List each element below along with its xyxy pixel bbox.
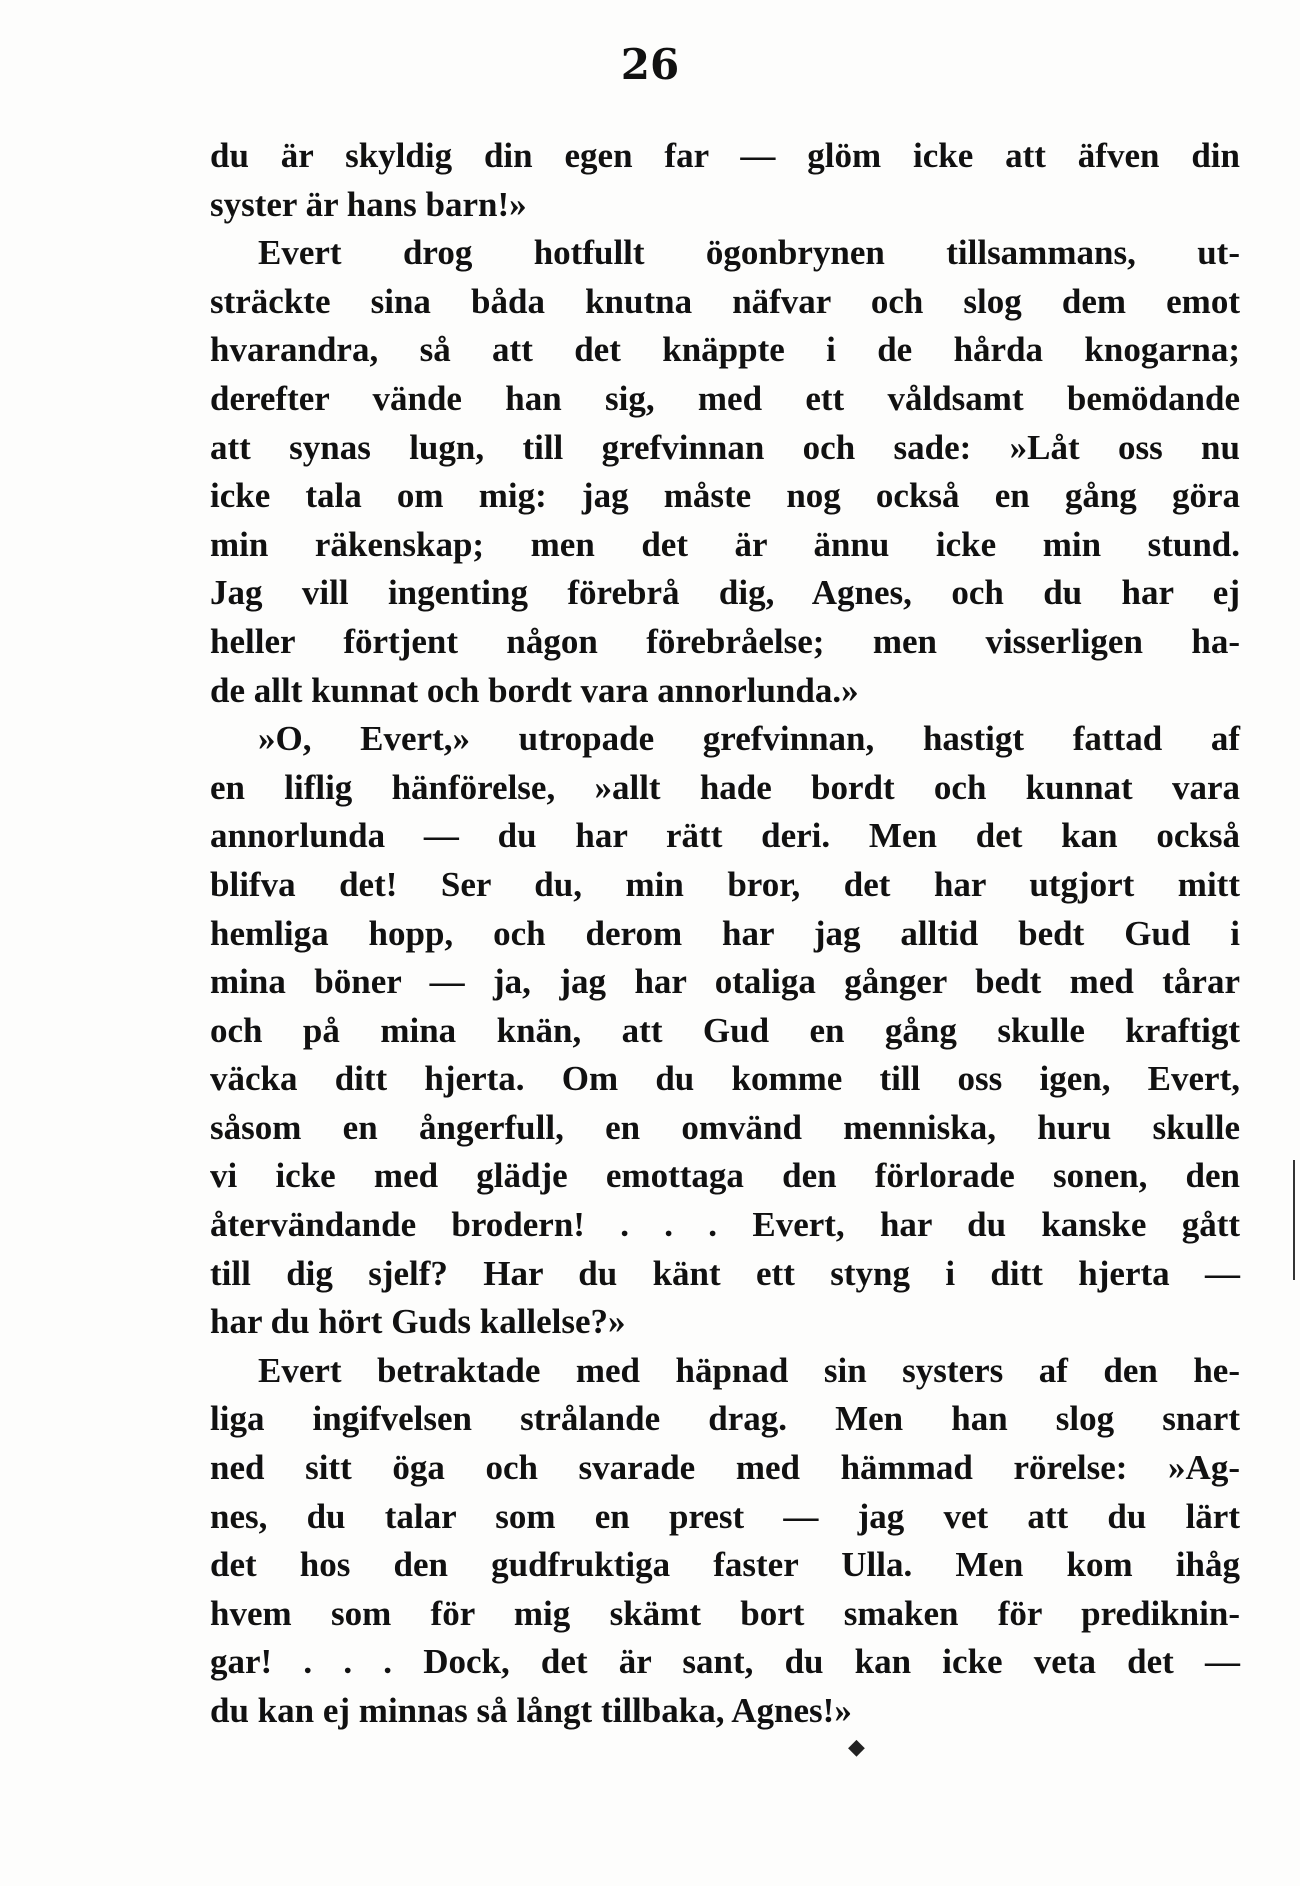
text-line: de allt kunnat och bordt vara annorlunda.» (210, 670, 859, 710)
text-line: ned sitt öga och svarade med hämmad rörelse: »Ag- (210, 1448, 1240, 1488)
text-line: sträckte sina båda knutna näfvar och slog dem emot (210, 281, 1240, 321)
text-line: det hos den gudfruktiga faster Ulla. Men kom ihåg (210, 1545, 1240, 1585)
text-line: icke tala om mig: jag måste nog också en gång göra (210, 476, 1240, 516)
text-line: hemliga hopp, och derom har jag alltid bedt Gud i (210, 913, 1240, 953)
text-line: Evert betraktade med häpnad sin systers af den he- (258, 1350, 1240, 1390)
bullet-ornament-icon: ◆ (848, 1735, 865, 1760)
text-line: hvem som för mig skämt bort smaken för prediknin- (210, 1593, 1240, 1633)
text-line: blifva det! Ser du, min bror, det har utgjort mitt (210, 864, 1240, 904)
margin-mark (1293, 1160, 1295, 1280)
text-line: och på mina knän, att Gud en gång skulle kraftigt (210, 1010, 1240, 1050)
text-line: syster är hans barn!» (210, 184, 527, 224)
text-line: att synas lugn, till grefvinnan och sade: »Låt oss nu (210, 427, 1240, 467)
text-line: min räkenskap; men det är ännu icke min stund. (210, 524, 1240, 564)
page-number: 26 (620, 40, 680, 89)
text-line: hvarandra, så att det knäppte i de hårda knogarna; (210, 330, 1240, 370)
text-line: heller förtjent någon förebråelse; men visserligen ha- (210, 621, 1240, 661)
text-line: derefter vände han sig, med ett våldsamt bemödande (210, 378, 1240, 418)
text-line: en liflig hänförelse, »allt hade bordt och kunnat vara (210, 767, 1240, 807)
text-line: du kan ej minnas så långt tillbaka, Agnes!» (210, 1691, 852, 1730)
text-line: återvändande brodern! . . . Evert, har du kanske gått (210, 1205, 1240, 1245)
text-line: Jag vill ingenting förebrå dig, Agnes, och du har ej (210, 573, 1240, 613)
text-line: såsom en ångerfull, en omvänd menniska, huru skulle (210, 1107, 1240, 1147)
text-line: har du hört Guds kallelse?» (210, 1302, 626, 1342)
text-line: du är skyldig din egen far — glöm icke att äfven din (210, 136, 1240, 175)
text-line: mina böner — ja, jag har otaliga gånger bedt med tårar (210, 962, 1240, 1002)
text-line: gar! . . . Dock, det är sant, du kan icke veta det — (210, 1642, 1240, 1682)
text-line: väcka ditt hjerta. Om du komme till oss igen, Evert, (210, 1059, 1240, 1099)
text-line: liga ingifvelsen strålande drag. Men han slog snart (210, 1399, 1240, 1439)
text-line: nes, du talar som en prest — jag vet att du lärt (210, 1496, 1240, 1536)
text-line: »O, Evert,» utropade grefvinnan, hastigt fattad af (258, 719, 1240, 759)
body-text (210, 132, 1240, 1736)
text-line: annorlunda — du har rätt deri. Men det kan också (210, 816, 1240, 856)
text-line: Evert drog hotfullt ögonbrynen tillsammans, ut- (258, 233, 1240, 273)
text-line: till dig sjelf? Har du känt ett styng i ditt hjerta — (210, 1253, 1240, 1293)
text-line: vi icke med glädje emottaga den förlorade sonen, den (210, 1156, 1240, 1196)
